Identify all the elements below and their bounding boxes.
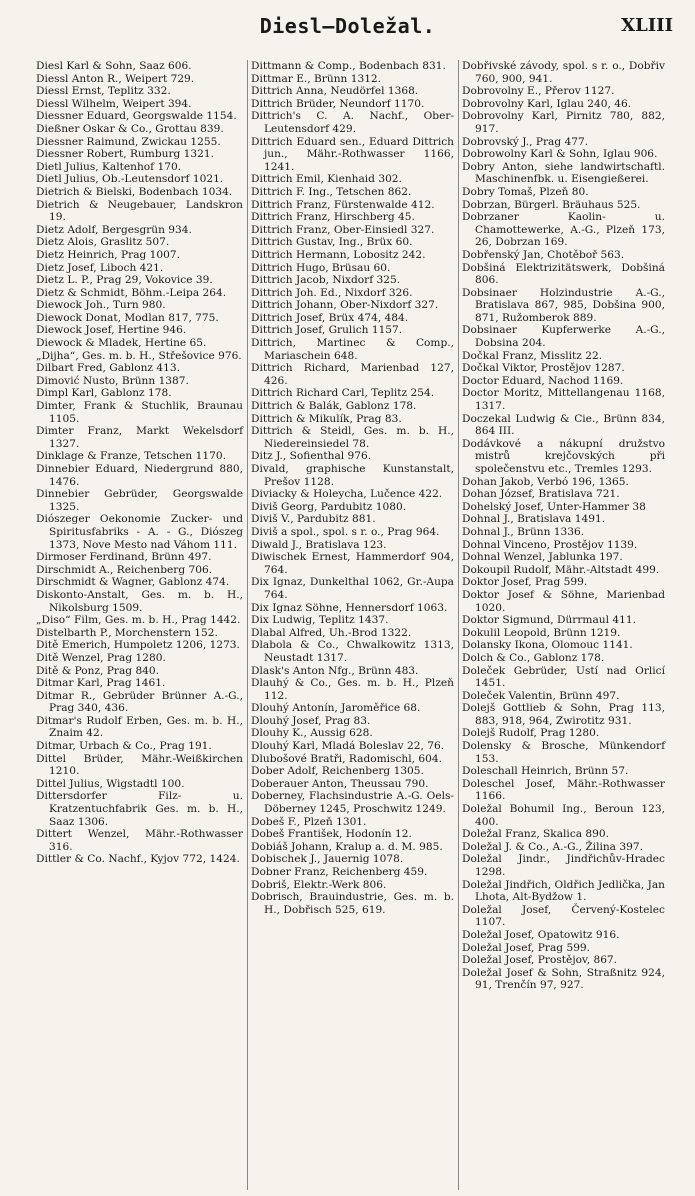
directory-entry: Diviš a spol., spol. s r. o., Prag 964. bbox=[251, 525, 440, 538]
directory-entry: Diewock Joh., Turn 980. bbox=[36, 299, 166, 312]
directory-entry: Dirmoser Ferdinand, Brünn 497. bbox=[36, 551, 212, 564]
directory-columns bbox=[36, 60, 670, 1190]
directory-entry: Dittrich Anna, Neudörfel 1368. bbox=[251, 85, 419, 98]
directory-entry: Diewock Josef, Hertine 946. bbox=[36, 324, 187, 337]
directory-entry: Doležal Josef, Prag 599. bbox=[462, 941, 591, 954]
directory-entry: Doležal Jindr., Jindřichův-Hradec 1298. bbox=[462, 853, 665, 878]
directory-entry: Dittmann & Comp., Bodenbach 831. bbox=[251, 60, 446, 72]
directory-entry: Dobry Tomaš, Plzeň 80. bbox=[462, 185, 589, 198]
directory-entry: Diessl Anton R., Weipert 729. bbox=[36, 72, 195, 85]
directory-entry: Dimpl Karl, Gablonz 178. bbox=[36, 387, 172, 400]
directory-entry: Dittrich Brüder, Neundorf 1170. bbox=[251, 97, 425, 110]
directory-entry: Dietz & Schmidt, Böhm.-Leipa 264. bbox=[36, 286, 227, 299]
directory-entry: Dobiáš Johann, Kralup a. d. M. 985. bbox=[251, 840, 443, 853]
directory-entry: Dobrowolny Karl & Sohn, Iglau 906. bbox=[462, 148, 658, 161]
page-title: Diesl—Doležal. bbox=[259, 14, 436, 38]
directory-column-2 bbox=[247, 60, 458, 1190]
directory-column-1 bbox=[36, 60, 247, 1190]
directory-entry: Diessner Raimund, Zwickau 1255. bbox=[36, 135, 221, 148]
directory-entry: Dirschmidt & Wagner, Gablonz 474. bbox=[36, 576, 230, 589]
directory-entry: Dobrovolny Karl, Iglau 240, 46. bbox=[462, 97, 632, 110]
directory-entry: Doktor Josef, Prag 599. bbox=[462, 576, 588, 589]
directory-entry: Doberney, Flachsindustrie A.-G. Oels-Döberney 1245, Proschwitz 1249. bbox=[251, 790, 454, 816]
directory-entry: Dittel Julius, Wigstadtl 100. bbox=[36, 777, 185, 790]
directory-entry: Dittrich's C. A. Nachf., Ober-Leutensdorf 429. bbox=[251, 110, 454, 135]
directory-entry: Dietz L. P., Prag 29, Vokovice 39. bbox=[36, 274, 213, 287]
directory-entry: Dohan József, Bratislava 721. bbox=[462, 488, 620, 501]
directory-entry: Dimović Nusto, Brünn 1387. bbox=[36, 374, 189, 387]
directory-entry: Dobeš F., Plzeň 1301. bbox=[251, 815, 367, 828]
directory-entry: Diviš Georg, Pardubitz 1080. bbox=[251, 500, 407, 513]
directory-entry: Dočkal Franz, Misslitz 22. bbox=[462, 349, 603, 362]
directory-entry: Dočkal Viktor, Prostějov 1287. bbox=[462, 362, 625, 375]
directory-entry: Dittrich Richard Carl, Teplitz 254. bbox=[251, 387, 435, 400]
directory-entry: Dohnal Wenzel, Jablunka 197. bbox=[462, 551, 623, 564]
directory-entry: Dlouhý Josef, Prag 83. bbox=[251, 714, 371, 727]
directory-entry: Dinnebier Gebrüder, Georgswalde 1325. bbox=[36, 488, 243, 513]
directory-entry: Doležal Franz, Skalica 890. bbox=[462, 828, 610, 841]
directory-entry: Dilbart Fred, Gablonz 413. bbox=[36, 362, 180, 375]
directory-entry: Distelbarth P., Morchenstern 152. bbox=[36, 626, 218, 639]
directory-entry: Dittrich, Martinec & Comp., Mariaschein 648. bbox=[251, 337, 454, 362]
directory-entry: Dittrich Jacob, Nixdorf 325. bbox=[251, 274, 401, 287]
directory-entry: Dix Ludwig, Teplitz 1437. bbox=[251, 614, 389, 627]
directory-entry: Dietl Julius, Ob.-Leutensdorf 1021. bbox=[36, 173, 224, 186]
page-number: XLIII bbox=[621, 15, 673, 36]
directory-entry: Doležal Bohumil Ing., Beroun 123, 400. bbox=[462, 803, 665, 828]
directory-entry: Diwald J., Bratislava 123. bbox=[251, 538, 387, 551]
directory-entry: Ditz J., Sofienthal 976. bbox=[251, 450, 372, 463]
directory-entry: Dlouhý Antonín, Jaroměřice 68. bbox=[251, 702, 421, 715]
directory-entry: Ditě Emerich, Humpoletz 1206, 1273. bbox=[36, 639, 240, 652]
directory-entry: „Diso“ Film, Ges. m. b. H., Prag 1442. bbox=[36, 614, 241, 627]
directory-entry: Dober Adolf, Reichenberg 1305. bbox=[251, 765, 424, 778]
directory-entry: Doležal Josef, Prostějov, 867. bbox=[462, 954, 618, 967]
directory-entry: Diessner Robert, Rumburg 1321. bbox=[36, 148, 214, 161]
page-header bbox=[0, 14, 695, 42]
directory-entry: Dobřenský Jan, Chotěboř 563. bbox=[462, 248, 625, 261]
directory-entry: Doktor Sigmund, Dürrmaul 411. bbox=[462, 614, 636, 627]
directory-entry: Dokoupil Rudolf, Mähr.-Altstadt 499. bbox=[462, 563, 660, 576]
directory-entry: Doleček Valentin, Brünn 497. bbox=[462, 689, 620, 702]
directory-entry: Dobřivské závody, spol. s r. o., Dobřiv 760, 900, 941. bbox=[462, 60, 665, 85]
directory-entry: Diviš V., Pardubitz 881. bbox=[251, 513, 376, 526]
directory-entry: Doktor Josef & Söhne, Marienbad 1020. bbox=[462, 588, 665, 614]
directory-entry: Dittrich & Steidl, Ges. m. b. H., Niedereinsiedel 78. bbox=[251, 425, 454, 450]
directory-entry: Dittrich Josef, Grulich 1157. bbox=[251, 324, 403, 337]
directory-entry: Dlubošové Bratři, Radomischl, 604. bbox=[251, 752, 442, 765]
directory-entry: Dobrovolny E., Přerov 1127. bbox=[462, 85, 615, 98]
directory-entry: Ditmar's Rudolf Erben, Ges. m. b. H., Znaim 42. bbox=[36, 714, 243, 740]
directory-entry: Dlouhý Karl, Mladá Boleslav 22, 76. bbox=[251, 740, 445, 753]
directory-entry: Diwischek Ernest, Hammerdorf 904, 764. bbox=[251, 551, 454, 576]
directory-entry: Dittrich Hermann, Lobositz 242. bbox=[251, 248, 426, 261]
directory-entry: Dietz Josef, Liboch 421. bbox=[36, 261, 164, 274]
directory-entry: Dittrich Hugo, Brüsau 60. bbox=[251, 261, 391, 274]
directory-entry: Dobriš, Elektr.-Werk 806. bbox=[251, 878, 387, 891]
directory-entry: Diewock & Mladek, Hertine 65. bbox=[36, 337, 207, 350]
directory-entry: Dohnal J., Brünn 1336. bbox=[462, 525, 585, 538]
directory-entry: Diessl Wilhelm, Weipert 394. bbox=[36, 97, 192, 110]
directory-entry: Dittrich Richard, Marienbad 127, 426. bbox=[251, 362, 454, 387]
directory-entry: Dohnal Vinceno, Prostějov 1139. bbox=[462, 538, 638, 551]
directory-entry: Dobrzaner Kaolin- u. Chamottewerke, A.-G., Plzeň 173, 26, Dobrzan 169. bbox=[462, 211, 665, 249]
directory-entry: Dobšiná Elektrizitätswerk, Dobšiná 806. bbox=[462, 261, 665, 287]
directory-entry: Dobsinaer Kupferwerke A.-G., Dobsina 204. bbox=[462, 324, 665, 350]
directory-entry: Dix Ignaz Söhne, Hennersdorf 1063. bbox=[251, 601, 448, 614]
directory-entry: Dlauhý & Co., Ges. m. b. H., Plzeň 112. bbox=[251, 677, 454, 702]
directory-entry: Dittrich F. Ing., Tetschen 862. bbox=[251, 185, 412, 198]
directory-entry: Doberauer Anton, Theussau 790. bbox=[251, 777, 429, 790]
directory-entry: Diviacky & Holeycha, Lučence 422. bbox=[251, 488, 443, 501]
directory-entry: Dietrich & Bielski, Bodenbach 1034. bbox=[36, 185, 233, 198]
directory-entry: Dittler & Co. Nachf., Kyjov 772, 1424. bbox=[36, 853, 240, 866]
directory-entry: Dittert Wenzel, Mähr.-Rothwasser 316. bbox=[36, 828, 243, 853]
directory-entry: Dittrich Franz, Ober-Einsiedl 327. bbox=[251, 223, 435, 236]
directory-entry: Doležal Josef, Červený-Kostelec 1107. bbox=[462, 903, 665, 929]
directory-entry: Dittrich Emil, Kienhaid 302. bbox=[251, 173, 402, 186]
directory-entry: Divald, graphische Kunstanstalt, Prešov 1128. bbox=[251, 463, 454, 488]
directory-entry: „Dijha“, Ges. m. b. H., Střešovice 976. bbox=[36, 349, 242, 362]
directory-entry: Dobrovský J., Prag 477. bbox=[462, 135, 589, 148]
directory-entry: Doležal Josef & Sohn, Straßnitz 924, 91, Trenčín 97, 927. bbox=[462, 966, 665, 992]
directory-entry: Dietz Heinrich, Prag 1007. bbox=[36, 248, 181, 261]
directory-entry: Doleschel Josef, Mähr.-Rothwasser 1166. bbox=[462, 777, 665, 803]
directory-entry: Dobischek J., Jauernig 1078. bbox=[251, 853, 404, 866]
directory-entry: Ditmar R., Gebrüder Brünner A.-G., Prag 340, 436. bbox=[36, 689, 243, 715]
directory-entry: Dinklage & Franze, Tetschen 1170. bbox=[36, 450, 226, 463]
directory-entry: Dodávkové a nákupní družstvo mistrů krejčovských při společenstvu etc., Tremles 1293. bbox=[462, 437, 665, 475]
directory-entry: Diewock Donat, Modlan 817, 775. bbox=[36, 311, 219, 324]
directory-entry: Dlouhy K., Aussig 628. bbox=[251, 727, 373, 740]
directory-entry: Dimter Franz, Markt Wekelsdorf 1327. bbox=[36, 425, 243, 450]
directory-entry: Dobner Franz, Reichenberg 459. bbox=[251, 866, 428, 878]
directory-entry: Dittrich Franz, Hirschberg 45. bbox=[251, 211, 415, 224]
directory-entry: Dittrich Josef, Brüx 474, 484. bbox=[251, 311, 409, 324]
directory-entry: Dittrich Franz, Fürstenwalde 412. bbox=[251, 198, 435, 211]
directory-entry: Dokulil Leopold, Brünn 1219. bbox=[462, 626, 621, 639]
directory-entry: Dobrisch, Brauindustrie, Ges. m. b. H., Dobřisch 525, 619. bbox=[251, 891, 454, 916]
directory-entry: Dobrzan, Bürgerl. Bräuhaus 525. bbox=[462, 198, 641, 211]
directory-entry: Ditmar, Urbach & Co., Prag 191. bbox=[36, 740, 212, 753]
directory-entry: Dietl Julius, Kaltenhof 170. bbox=[36, 160, 182, 173]
directory-entry: Diskonto-Anstalt, Ges. m. b. H., Nikolsburg 1509. bbox=[36, 588, 243, 614]
directory-entry: Dittrich Joh. Ed., Nixdorf 326. bbox=[251, 286, 413, 299]
directory-entry: Dolejš Gottlieb & Sohn, Prag 113, 883, 918, 964, Zwirotitz 931. bbox=[462, 702, 665, 727]
directory-entry: Diószeger Oekonomie Zucker- und Spiritusfabriks - A. - G., Diószeg 1373, Nove Mesto nad Váhom 111. bbox=[36, 513, 243, 551]
directory-entry: Dohelský Josef, Unter-Hammer 38 bbox=[462, 500, 646, 513]
directory-entry: Dolansky Ikona, Olomouc 1141. bbox=[462, 639, 633, 652]
directory-entry: Dlabal Alfred, Uh.-Brod 1322. bbox=[251, 626, 412, 639]
directory-entry: Doczekal Ludwig & Cie., Brünn 834, 864 III. bbox=[462, 412, 665, 438]
directory-column-3 bbox=[458, 60, 669, 1190]
directory-entry: Dlabola & Co., Chwalkowitz 1313, Neustadt 1317. bbox=[251, 639, 454, 664]
directory-entry: Dobry Anton, siehe landwirtschaftl. Maschinenfbk. u. Eisengießerei. bbox=[462, 160, 665, 186]
directory-entry: Doležal J. & Co., A.-G., Žilina 397. bbox=[462, 840, 643, 853]
directory-entry: Dittrich & Mikulík, Prag 83. bbox=[251, 412, 402, 425]
directory-entry: Dix Ignaz, Dunkelthal 1062, Gr.-Aupa 764. bbox=[251, 576, 454, 601]
directory-entry: Dolch & Co., Gablonz 178. bbox=[462, 651, 605, 664]
directory-entry: Dittrich Eduard sen., Eduard Dittrich jun., Mähr.-Rothwasser 1166, 1241. bbox=[251, 135, 454, 173]
directory-entry: Ditě & Ponz, Prag 840. bbox=[36, 664, 160, 677]
directory-entry: Dietz Adolf, Bergesgrün 934. bbox=[36, 223, 192, 236]
directory-entry: Dießner Oskar & Co., Grottau 839. bbox=[36, 122, 224, 135]
directory-entry: Dohnal J., Bratislava 1491. bbox=[462, 513, 606, 526]
directory-entry: Dimter, Frank & Stuchlik, Braunau 1105. bbox=[36, 400, 243, 425]
directory-entry: Doleschall Heinrich, Brünn 57. bbox=[462, 765, 629, 778]
directory-entry: Doctor Eduard, Nachod 1169. bbox=[462, 374, 624, 387]
directory-entry: Dietrich & Neugebauer, Landskron 19. bbox=[36, 198, 243, 224]
directory-entry: Dobrovolny Karl, Pirnitz 780, 882, 917. bbox=[462, 110, 665, 135]
directory-entry: Dolejš Rudolf, Prag 1280. bbox=[462, 727, 600, 740]
directory-entry: Dietz Alois, Graslitz 507. bbox=[36, 236, 170, 249]
directory-entry: Diessl Ernst, Teplitz 332. bbox=[36, 85, 171, 98]
directory-entry: Doležal Jindřich, Oldřich Jedlička, Jan Lhota, Alt-Bydžow 1. bbox=[462, 878, 665, 904]
directory-entry: Dittmar E., Brünn 1312. bbox=[251, 72, 382, 85]
directory-entry: Ditmar Karl, Prag 1461. bbox=[36, 677, 166, 690]
directory-entry: Dittersdorfer Filz- u. Kratzentuchfabrik Ges. m. b. H., Saaz 1306. bbox=[36, 790, 243, 828]
directory-entry: Dlask's Anton Nfg., Brünn 483. bbox=[251, 664, 419, 677]
directory-entry: Doležal Josef, Opatowitz 916. bbox=[462, 928, 620, 941]
directory-entry: Diessner Eduard, Georgswalde 1154. bbox=[36, 110, 237, 123]
directory-entry: Dohan Jakob, Verbó 196, 1365. bbox=[462, 475, 629, 488]
directory-entry: Dolensky & Brosche, Münkendorf 153. bbox=[462, 740, 665, 765]
directory-entry: Dobsinaer Holzindustrie A.-G., Bratislava 867, 985, Dobšina 900, 871, Ružomberok 889. bbox=[462, 286, 665, 324]
directory-entry: Dirschmidt A., Reichenberg 706. bbox=[36, 563, 213, 576]
directory-entry: Doleček Gebrüder, Ustí nad Orlicí 1451. bbox=[462, 664, 665, 690]
directory-entry: Dittrich & Balák, Gablonz 178. bbox=[251, 400, 417, 413]
directory-entry: Doctor Moritz, Mittellangenau 1168, 1317. bbox=[462, 387, 665, 413]
directory-entry: Dittrich Johann, Ober-Nixdorf 327. bbox=[251, 299, 439, 312]
directory-entry: Dinnebier Eduard, Niedergrund 880, 1476. bbox=[36, 463, 243, 488]
directory-entry: Dittrich Gustav, Ing., Brüx 60. bbox=[251, 236, 413, 249]
directory-entry: Dobeš František, Hodonín 12. bbox=[251, 828, 412, 841]
directory-entry: Dittel Brüder, Mähr.-Weißkirchen 1210. bbox=[36, 752, 243, 778]
directory-entry: Diesl Karl & Sohn, Saaz 606. bbox=[36, 60, 192, 72]
directory-entry: Ditě Wenzel, Prag 1280. bbox=[36, 651, 166, 664]
